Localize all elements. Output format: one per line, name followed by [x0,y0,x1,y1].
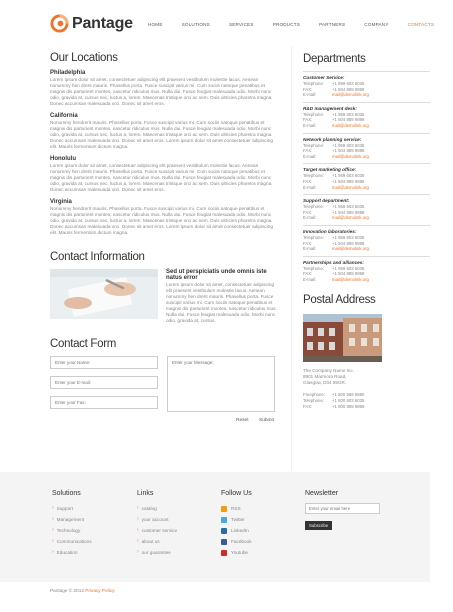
location-name: Honolulu [50,156,76,162]
department-block [303,102,430,129]
email-label: E-mail: [303,184,317,190]
chevron-right-icon: › [52,516,54,522]
social-label: Facebook [231,539,252,544]
freephone-label: Freephone: [303,392,325,398]
department-block [303,163,430,190]
email-link[interactable]: mail@demolink.org [332,276,369,282]
fax-value: +1 800 889 9898 [332,403,365,409]
telephone-value: +1 959 603 6035 [332,204,365,210]
footer-link[interactable] [137,525,177,536]
footer-link[interactable] [52,547,92,558]
location-text: Nonummy hendrerit mauris. Phasellus porta. Fusce suscipit varius mi. Cum sociis natoque penatibus et magnis dis parturient montes, nascetur ridiculus mus. Nulla dui. Fusce feugiat malesuada odio. Morbi nunc odio, gravida at, cursus nec, luctus a, lorem. Maecenas tristique orci ac sem. Duis ultricies pharetra magna. Donec accumsan malesuada orci. Donec sit amet eros. Lorem ipsum dolor sit amet consectetuer adipiscing elit. Mauris fermentum dictum magna. [50,206,274,235]
telephone-label: Telephone: [303,173,325,179]
contact-form [50,356,280,438]
chevron-right-icon: › [137,538,139,544]
nav-solutions[interactable]: SOLUTIONS [181,22,210,27]
fax-label: FAX: [303,178,313,184]
copyright-text: Pantage © 2012 [50,588,84,593]
footer-link[interactable] [52,525,92,536]
footer-link-label: our guarantee [141,550,171,555]
nav-services[interactable]: SERVICES [228,22,254,27]
fax-label: FAX: [303,403,313,409]
footer-link-label: customer service [141,528,178,533]
departments-title: Departments [303,53,366,65]
chevron-right-icon: › [52,505,54,511]
telephone-label: Telephone: [303,204,325,210]
chevron-right-icon: › [137,516,139,522]
department-block [303,194,430,221]
social-link-linkedin[interactable] [221,525,252,536]
fax-value: +1 504 889 9898 [332,209,365,215]
contact-info-title: Contact Information [50,251,145,263]
brand-name: Pantage [72,15,133,32]
chevron-right-icon: › [137,505,139,511]
telephone-value: +1 959 603 6035 [332,81,365,86]
email-link[interactable]: mail@demolink.org [332,122,369,128]
email-link[interactable]: mail@demolink.org [332,215,369,221]
department-block [303,225,430,252]
address-line: 8901 Marmora Road, [303,374,347,380]
postal-address [303,368,430,409]
footer-link-label: Communications [56,539,92,544]
freephone-value: +1 800 559 6580 [332,392,365,398]
facebook-icon [221,539,227,545]
social-label: Youtube [231,550,249,555]
contact-info-heading: Sed ut perspiciatis unde omnis iste natus error [166,269,267,281]
youtube-icon [221,550,227,556]
telephone-value: +1 959 603 6035 [332,234,365,240]
location-honolulu [50,156,280,193]
telephone-label: Telephone: [303,234,325,240]
footer-link-label: catalog [141,506,157,511]
nav-partners[interactable]: PARTNERS [319,22,346,27]
site-header [0,0,435,45]
nav-home[interactable]: HOME [148,22,163,27]
privacy-policy-link[interactable]: Privacy Policy [85,588,115,593]
telephone-label: Telephone: [303,398,325,404]
department-block [303,133,430,160]
address-line: The Company Name Inc. [303,368,355,374]
location-name: California [50,113,78,119]
contact-info-text [166,269,280,324]
social-link-rss[interactable] [221,503,252,514]
footer-newsletter [305,490,380,532]
social-link-facebook[interactable] [221,536,252,547]
fax-label: FAX: [303,117,313,123]
telephone-label: Telephone: [303,111,325,117]
newsletter-email-input[interactable] [305,503,380,514]
location-california [50,113,280,150]
chevron-right-icon: › [52,538,54,544]
telephone-value: +1 800 603 6035 [332,398,365,404]
fax-value: +1 504 889 9898 [332,271,365,277]
social-label: Twitter [231,517,245,522]
footer-heading: Newsletter [305,490,339,497]
email-link[interactable]: mail@demolink.org [332,92,369,98]
footer-links [137,490,177,558]
footer-link-label: your account [141,517,169,522]
fax-label: FAX: [303,86,313,92]
rss-icon [221,506,227,512]
footer-link[interactable] [52,503,92,514]
contact-info-block [50,269,280,324]
fax-input[interactable] [50,396,158,409]
location-name: Philadelphia [50,70,86,76]
email-label: E-mail: [303,215,317,221]
fax-value: +1 504 889 9898 [332,86,365,92]
fax-value: +1 504 889 9898 [332,240,365,246]
email-link[interactable]: mail@demolink.org [332,246,369,252]
department-block [303,71,430,98]
department-name: Innovation laboratories: [303,225,430,234]
contact-form-title: Contact Form [50,338,117,350]
location-text: Lorem ipsum dolor sit amet, consectetuer adipiscing elit praesent vestibulum molestie lacus. Aenean nonummy hen drerit mauris. Phasellus porta. Fusce suscipit varius mi. Cum sociis natoque penatibus et magnis dis parturient montes, nascetur ridiculus mus. Nulla dui. Fusce feugiat malesuada odio. Morbi nunc odio, gravida at, cursus nec, luctus a, lorem. Maecenas tristique orci ac sem. Duis ultricies pharetra magna. Donec accumsan malesuada orci. Donec sit amet eros. [50,77,273,106]
bottom-bar [0,582,430,612]
submit-button[interactable]: Submit [259,418,274,423]
name-input[interactable] [50,356,158,369]
department-name: Support department: [303,194,430,203]
building-photo [303,314,382,362]
reset-button[interactable]: Reset [236,418,249,423]
main-nav [148,22,453,27]
address-line: Glasgow, D04 89GR. [303,380,347,386]
social-link-youtube[interactable] [221,547,252,558]
footer-link-label: Education [56,550,78,555]
telephone-value: +1 959 603 6035 [332,142,365,148]
footer-link-label: Management [56,517,85,522]
main-content [50,52,280,438]
department-name: Network planning service: [303,133,430,142]
fax-label: FAX: [303,209,313,215]
chevron-right-icon: › [137,527,139,533]
departments-list [303,71,430,282]
logo-swirl-icon [50,14,69,33]
email-input[interactable] [50,376,158,389]
email-link[interactable]: mail@demolink.org [332,153,369,159]
locations-title: Our Locations [50,52,118,64]
nav-products[interactable]: PRODUCTS [272,22,301,27]
fax-label: FAX: [303,148,313,154]
footer-link-label: Technology [56,528,81,533]
logo[interactable] [50,14,133,33]
social-link-twitter[interactable] [221,514,252,525]
email-link[interactable]: mail@demolink.org [332,184,369,190]
footer-link[interactable] [52,514,92,525]
location-text: Nonummy hendrerit mauris. Phasellus porta. Fusce suscipit varius mi. Cum sociis natoque penatibus et magnis dis parturient montes, nascetur ridiculus mus. Nulla dui. Fusce feugiat malesuada odio. Morbi nunc odio, gravida at, cursus nec, luctus a, lorem. Maecenas tristique orci ac sem. Duis ultricies pharetra magna. Donec accumsan malesuada orci. Donec sit amet eros. Lorem ipsum dolor sit amet consectetuer adipiscing elit. Mauris fermentum dictum magna. [50,120,274,149]
chevron-right-icon: › [137,549,139,555]
telephone-value: +1 959 603 6035 [332,173,365,179]
email-label: E-mail: [303,92,317,98]
telephone-label: Telephone: [303,265,325,271]
footer-link-label: about us [141,539,160,544]
email-label: E-mail: [303,122,317,128]
nav-contacts[interactable]: CONTACTS [407,22,435,27]
linkedin-icon [221,528,227,534]
fax-value: +1 504 889 9898 [332,148,365,154]
footer-heading: Links [137,490,154,497]
department-name: R&D management desk: [303,102,430,111]
fax-value: +1 504 889 9898 [332,178,365,184]
chevron-right-icon: › [52,549,54,555]
email-label: E-mail: [303,276,317,282]
fax-label: FAX: [303,271,313,277]
footer-solutions [52,490,92,558]
location-virginia [50,199,280,236]
department-name: Customer Service: [303,71,430,80]
location-text: Lorem ipsum dolor sit amet, consectetuer adipiscing elit praesent vestibulum molestie lacus. Aenean nonummy hen drerit mauris. Phasellus porta. Fusce suscipit varius mi. Cum sociis natoque penatibus et magnis dis parturient montes, nascetur ridiculus mus. Nulla dui. Fusce feugiat malesuada odio. Morbi nunc odio, gravida at, cursus nec, luctus a, lorem. Maecenas tristique orci ac sem. Duis ultricies pharetra magna. Donec accumsan malesuada orci. Donec sit amet eros. [50,163,273,192]
chevron-right-icon: › [52,527,54,533]
location-name: Virginia [50,199,72,205]
footer-link[interactable] [137,536,177,547]
footer-heading: Solutions [52,490,81,497]
contact-info-paragraph: Lorem ipsum dolor sit amet, consectetuer adipiscing elit praesent vestibulum molestie lacus. Aenean nonummy hen drerit mauris. Phasellus porta. Fusce suscipit varius mi. Cum sociis natoque penatibus et magnis dis parturient montes, nascetur ridiculus mus. Nulla dui. Fusce feugiat malesuada odio. Morbi nunc odio, gravida at, cursus. [166,282,277,323]
nav-company[interactable]: COMPANY [364,22,389,27]
footer-link[interactable] [137,514,177,525]
footer-heading: Follow Us [221,490,252,497]
footer-link-label: Support [56,506,74,511]
footer-link[interactable] [137,547,177,558]
telephone-label: Telephone: [303,81,325,86]
telephone-label: Telephone: [303,142,325,148]
footer-follow [221,490,252,558]
social-label: LinkedIn [231,528,249,533]
footer [0,472,430,582]
sidebar [291,46,430,470]
footer-link[interactable] [137,503,177,514]
location-philadelphia [50,70,280,107]
twitter-icon [221,517,227,523]
message-textarea[interactable] [167,356,275,412]
telephone-value: +1 959 603 6035 [332,265,365,271]
telephone-value: +1 959 603 6035 [332,111,365,117]
department-name: Target marketing office: [303,163,430,172]
fax-value: +1 504 889 9898 [332,117,365,123]
department-name: Partnerships and alliances: [303,256,430,265]
department-block [303,256,430,283]
social-label: RSS [231,506,241,511]
footer-link[interactable] [52,536,92,547]
subscribe-button[interactable]: Subscribe [305,521,332,530]
contact-photo [50,269,158,319]
copyright [50,588,114,593]
fax-label: FAX: [303,240,313,246]
email-label: E-mail: [303,246,317,252]
email-label: E-mail: [303,153,317,159]
postal-title: Postal Address [303,294,376,307]
